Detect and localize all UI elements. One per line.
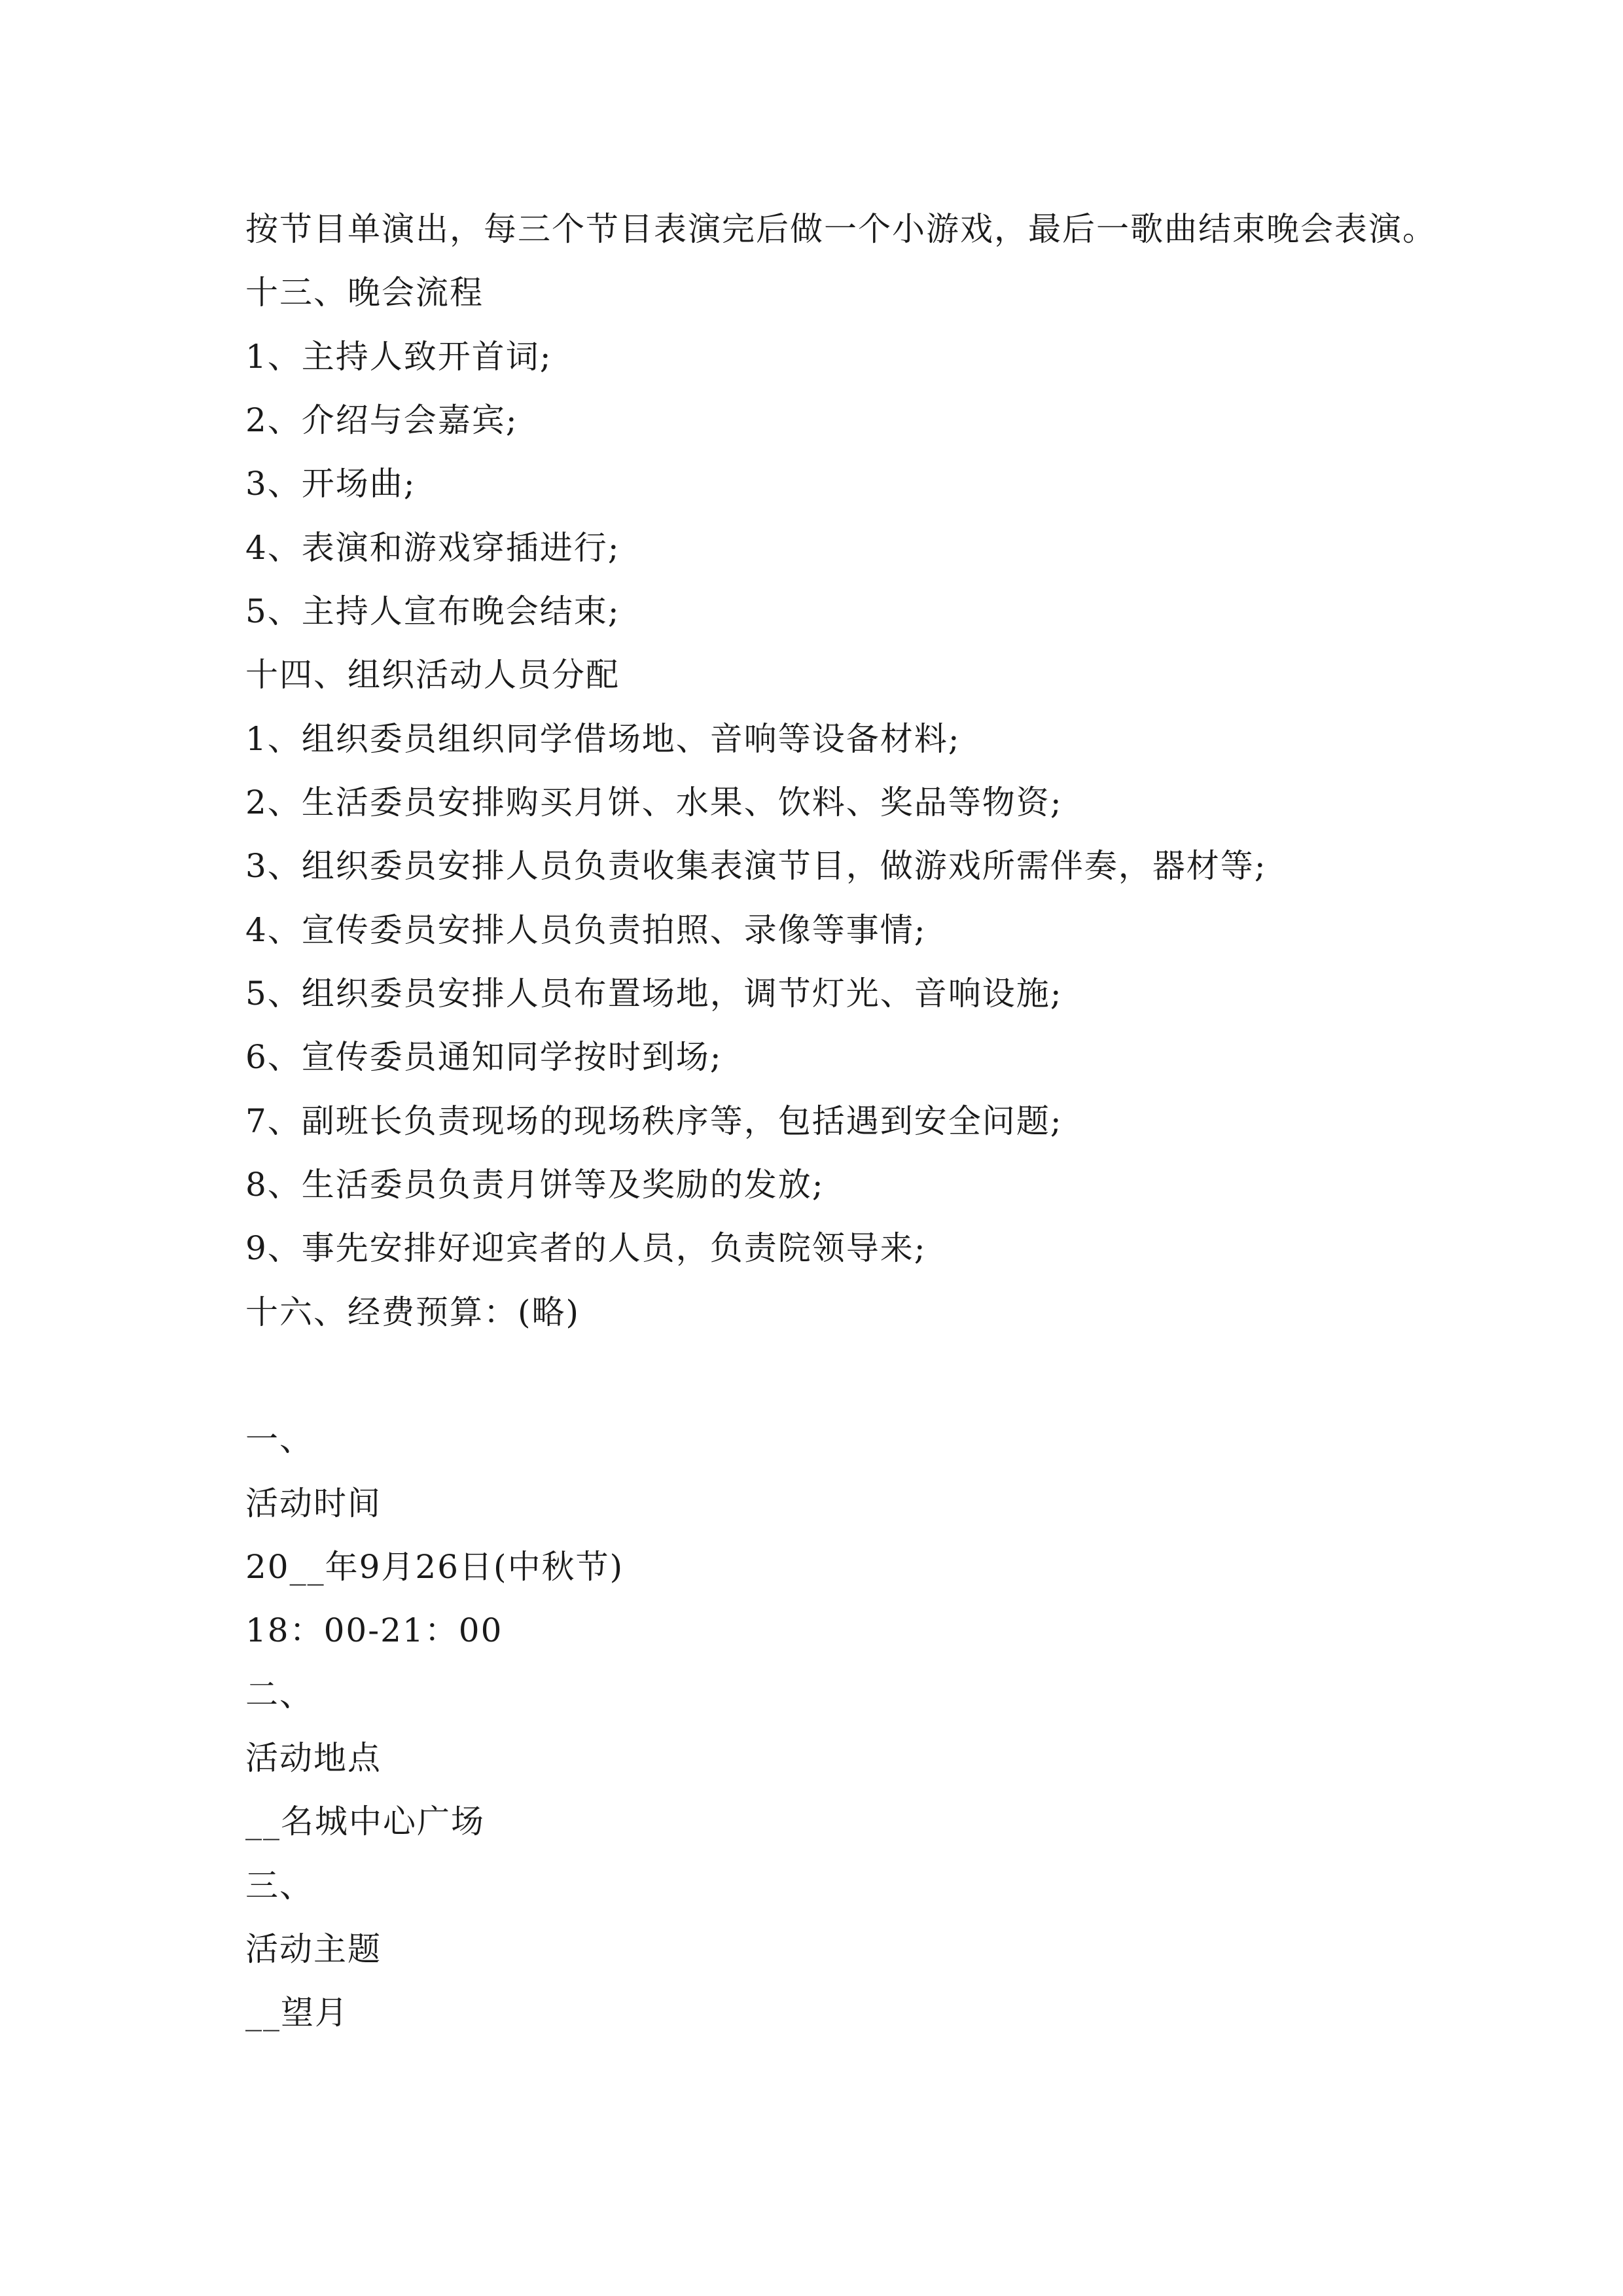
heading-section-13: 十三、晚会流程 [245,274,484,312]
section-title-time: 活动时间 [245,1484,382,1522]
list-item: 1、组织委员组织同学借场地、音响等设备材料; [245,720,961,758]
event-theme: __望月 [245,1994,349,2032]
list-item: 5、组织委员安排人员布置场地，调节灯光、音响设施; [245,975,1063,1013]
list-item: 6、宣传委员通知同学按时到场; [245,1038,722,1076]
heading-section-3: 三、 [245,1867,313,1905]
list-item: 2、生活委员安排购买月饼、水果、饮料、奖品等物资; [245,783,1063,821]
heading-section-14: 十四、组织活动人员分配 [245,656,620,694]
heading-section-1: 一、 [245,1420,313,1458]
list-item: 5、主持人宣布晚会结束; [245,592,620,630]
list-item: 7、副班长负责现场的现场秩序等，包括遇到安全问题; [245,1102,1063,1140]
list-item: 4、表演和游戏穿插进行; [245,529,620,567]
list-item: 3、组织委员安排人员负责收集表演节目，做游戏所需伴奏，器材等; [245,847,1267,885]
list-item: 4、宣传委员安排人员负责拍照、录像等事情; [245,911,927,949]
section-title-theme: 活动主题 [245,1930,382,1968]
list-item: 2、介绍与会嘉宾; [245,401,518,439]
paragraph-performance-order: 按节目单演出，每三个节目表演完后做一个小游戏，最后一歌曲结束晚会表演。 [245,210,1436,248]
list-item: 3、开场曲; [245,465,416,503]
list-item: 8、生活委员负责月饼等及奖励的发放; [245,1166,825,1204]
heading-section-2: 二、 [245,1676,313,1713]
event-time: 18：00-21：00 [245,1611,503,1649]
event-date: 20__年9月26日(中秋节) [245,1548,624,1586]
list-item: 1、主持人致开首词; [245,338,552,376]
event-location: __名城中心广场 [245,1803,485,1840]
heading-section-16: 十六、经费预算：(略) [245,1293,580,1331]
list-item: 9、事先安排好迎宾者的人员，负责院领导来; [245,1229,927,1267]
section-title-location: 活动地点 [245,1739,382,1777]
